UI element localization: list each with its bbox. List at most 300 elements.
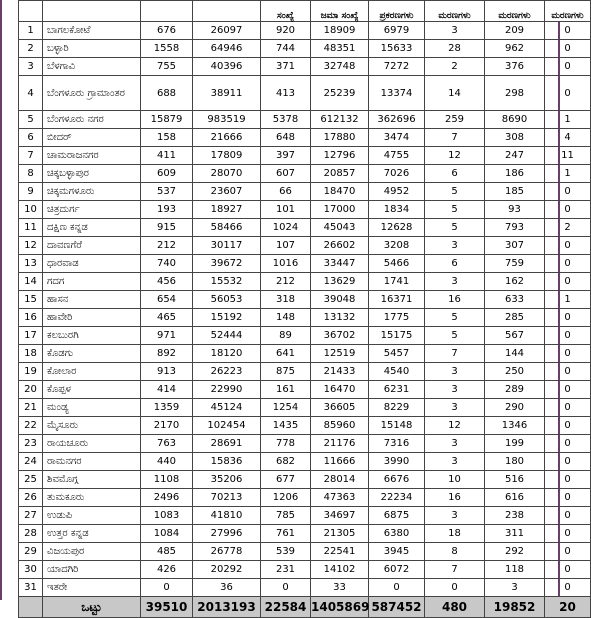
cell-name: ಬೆಂಗಳೂರು ಗ್ರಾಮಾಂತರ bbox=[43, 76, 141, 111]
cell-name: ಶಿವಮೊಗ್ಗ bbox=[43, 471, 141, 489]
cell-g: 118 bbox=[485, 561, 545, 579]
cell-a: 537 bbox=[141, 183, 193, 201]
cell-a: 654 bbox=[141, 291, 193, 309]
cell-c: 413 bbox=[261, 76, 311, 111]
cell-f: 12 bbox=[425, 417, 485, 435]
cell-b: 26223 bbox=[193, 363, 261, 381]
cell-a: 1558 bbox=[141, 40, 193, 58]
cell-e: 7316 bbox=[369, 435, 425, 453]
table-row bbox=[19, 147, 591, 165]
cell-f: 5 bbox=[425, 327, 485, 345]
cell-a: 2170 bbox=[141, 417, 193, 435]
cell-name: ವಿಜಯಪುರ bbox=[43, 543, 141, 561]
cell-b: 64946 bbox=[193, 40, 261, 58]
cell-d: 17880 bbox=[311, 129, 369, 147]
cell-a: 688 bbox=[141, 76, 193, 111]
cell-a: 212 bbox=[141, 237, 193, 255]
cell-f: 0 bbox=[425, 579, 485, 597]
table-row bbox=[19, 381, 591, 399]
table-row bbox=[19, 40, 591, 58]
cell-h: 0 bbox=[545, 543, 591, 561]
cell-f: 3 bbox=[425, 507, 485, 525]
table-row bbox=[19, 183, 591, 201]
cell-e: 13374 bbox=[369, 76, 425, 111]
cell-e: 6979 bbox=[369, 22, 425, 40]
cell-d: 26602 bbox=[311, 237, 369, 255]
cell-a: 755 bbox=[141, 58, 193, 76]
cell-sn: 7 bbox=[19, 147, 43, 165]
cell-f: 3 bbox=[425, 453, 485, 471]
cell-name: ಕೋಲಾರ bbox=[43, 363, 141, 381]
cell-f: 8 bbox=[425, 543, 485, 561]
cell-f: 3 bbox=[425, 237, 485, 255]
cell-c: 148 bbox=[261, 309, 311, 327]
cell-a: 1084 bbox=[141, 525, 193, 543]
cell-b: 40396 bbox=[193, 58, 261, 76]
table-row bbox=[19, 219, 591, 237]
cell-e: 3208 bbox=[369, 237, 425, 255]
total-h: 20 bbox=[545, 597, 591, 618]
cell-a: 411 bbox=[141, 147, 193, 165]
cell-sn: 24 bbox=[19, 453, 43, 471]
cell-a: 193 bbox=[141, 201, 193, 219]
cell-name: ಧಾರವಾಡ bbox=[43, 255, 141, 273]
cell-f: 3 bbox=[425, 381, 485, 399]
table-row bbox=[19, 489, 591, 507]
cell-d: 612132 bbox=[311, 111, 369, 129]
cell-a: 485 bbox=[141, 543, 193, 561]
cell-d: 85960 bbox=[311, 417, 369, 435]
cell-name: ಮಂಡ್ಯ bbox=[43, 399, 141, 417]
cell-h: 0 bbox=[545, 327, 591, 345]
cell-name: ರಾಯಚೂರು bbox=[43, 435, 141, 453]
cell-c: 212 bbox=[261, 273, 311, 291]
cell-g: 289 bbox=[485, 381, 545, 399]
cell-b: 20292 bbox=[193, 561, 261, 579]
cell-a: 971 bbox=[141, 327, 193, 345]
cell-f: 10 bbox=[425, 471, 485, 489]
cell-c: 107 bbox=[261, 237, 311, 255]
cell-h: 0 bbox=[545, 435, 591, 453]
cell-d: 16470 bbox=[311, 381, 369, 399]
cell-d: 21176 bbox=[311, 435, 369, 453]
cell-b: 26097 bbox=[193, 22, 261, 40]
cell-a: 763 bbox=[141, 435, 193, 453]
cell-f: 2 bbox=[425, 58, 485, 76]
cell-e: 5457 bbox=[369, 345, 425, 363]
cell-e: 1741 bbox=[369, 273, 425, 291]
cell-c: 318 bbox=[261, 291, 311, 309]
cell-e: 15148 bbox=[369, 417, 425, 435]
cell-f: 7 bbox=[425, 561, 485, 579]
cell-sn: 11 bbox=[19, 219, 43, 237]
cell-c: 682 bbox=[261, 453, 311, 471]
cell-g: 162 bbox=[485, 273, 545, 291]
cell-c: 0 bbox=[261, 579, 311, 597]
cell-e: 6875 bbox=[369, 507, 425, 525]
table-row bbox=[19, 507, 591, 525]
table-row bbox=[19, 579, 591, 597]
cell-d: 36605 bbox=[311, 399, 369, 417]
cell-d: 18470 bbox=[311, 183, 369, 201]
header-b bbox=[193, 1, 261, 22]
cell-h: 0 bbox=[545, 22, 591, 40]
cell-g: 292 bbox=[485, 543, 545, 561]
cell-h: 1 bbox=[545, 165, 591, 183]
cell-d: 12519 bbox=[311, 345, 369, 363]
cell-d: 47363 bbox=[311, 489, 369, 507]
cell-g: 285 bbox=[485, 309, 545, 327]
cell-c: 89 bbox=[261, 327, 311, 345]
cell-g: 308 bbox=[485, 129, 545, 147]
cell-sn: 14 bbox=[19, 273, 43, 291]
table-row bbox=[19, 255, 591, 273]
header-sn bbox=[19, 1, 43, 22]
cell-e: 4540 bbox=[369, 363, 425, 381]
table-row bbox=[19, 309, 591, 327]
table-body bbox=[19, 22, 591, 618]
cell-b: 22990 bbox=[193, 381, 261, 399]
cell-g: 186 bbox=[485, 165, 545, 183]
cell-h: 0 bbox=[545, 183, 591, 201]
cell-f: 14 bbox=[425, 76, 485, 111]
cell-sn: 30 bbox=[19, 561, 43, 579]
cell-h: 0 bbox=[545, 273, 591, 291]
cell-f: 3 bbox=[425, 435, 485, 453]
cell-a: 913 bbox=[141, 363, 193, 381]
table-row bbox=[19, 76, 591, 111]
cell-h: 4 bbox=[545, 129, 591, 147]
cell-b: 52444 bbox=[193, 327, 261, 345]
cell-f: 28 bbox=[425, 40, 485, 58]
cell-g: 567 bbox=[485, 327, 545, 345]
cell-f: 7 bbox=[425, 345, 485, 363]
cell-h: 0 bbox=[545, 579, 591, 597]
table-row bbox=[19, 561, 591, 579]
total-e: 587452 bbox=[369, 597, 425, 618]
cell-b: 28691 bbox=[193, 435, 261, 453]
cell-sn: 26 bbox=[19, 489, 43, 507]
cell-e: 15633 bbox=[369, 40, 425, 58]
cell-g: 962 bbox=[485, 40, 545, 58]
cell-name: ಚಾಮರಾಜನಗರ bbox=[43, 147, 141, 165]
cell-b: 17809 bbox=[193, 147, 261, 165]
cell-sn: 21 bbox=[19, 399, 43, 417]
cell-d: 13132 bbox=[311, 309, 369, 327]
cell-b: 23607 bbox=[193, 183, 261, 201]
total-row bbox=[19, 597, 591, 618]
cell-d: 13629 bbox=[311, 273, 369, 291]
cell-a: 609 bbox=[141, 165, 193, 183]
cell-c: 641 bbox=[261, 345, 311, 363]
header-name bbox=[43, 1, 141, 22]
cell-g: 290 bbox=[485, 399, 545, 417]
cell-name: ಮೈಸೂರು bbox=[43, 417, 141, 435]
cell-sn: 29 bbox=[19, 543, 43, 561]
cell-c: 744 bbox=[261, 40, 311, 58]
cell-g: 1346 bbox=[485, 417, 545, 435]
header-a bbox=[141, 1, 193, 22]
table-row bbox=[19, 273, 591, 291]
cell-f: 3 bbox=[425, 399, 485, 417]
total-f: 480 bbox=[425, 597, 485, 618]
cell-g: 376 bbox=[485, 58, 545, 76]
district-covid-table bbox=[18, 0, 591, 618]
cell-e: 8229 bbox=[369, 399, 425, 417]
cell-c: 875 bbox=[261, 363, 311, 381]
cell-e: 362696 bbox=[369, 111, 425, 129]
cell-a: 15879 bbox=[141, 111, 193, 129]
cell-h: 0 bbox=[545, 381, 591, 399]
cell-a: 414 bbox=[141, 381, 193, 399]
cell-g: 616 bbox=[485, 489, 545, 507]
cell-d: 11666 bbox=[311, 453, 369, 471]
cell-sn: 23 bbox=[19, 435, 43, 453]
cell-sn: 25 bbox=[19, 471, 43, 489]
header-h: ಮರಣಗಳು bbox=[545, 1, 591, 22]
cell-g: 238 bbox=[485, 507, 545, 525]
cell-h: 0 bbox=[545, 309, 591, 327]
table-row bbox=[19, 22, 591, 40]
cell-d: 25239 bbox=[311, 76, 369, 111]
total-b: 2013193 bbox=[193, 597, 261, 618]
table-row bbox=[19, 525, 591, 543]
cell-c: 761 bbox=[261, 525, 311, 543]
cell-g: 93 bbox=[485, 201, 545, 219]
cell-name: ಬೀದರ್ bbox=[43, 129, 141, 147]
cell-a: 1083 bbox=[141, 507, 193, 525]
cell-h: 0 bbox=[545, 561, 591, 579]
cell-e: 6676 bbox=[369, 471, 425, 489]
cell-a: 676 bbox=[141, 22, 193, 40]
cell-d: 21433 bbox=[311, 363, 369, 381]
cell-sn: 22 bbox=[19, 417, 43, 435]
cell-g: 759 bbox=[485, 255, 545, 273]
cell-c: 397 bbox=[261, 147, 311, 165]
cell-e: 6072 bbox=[369, 561, 425, 579]
cell-sn: 15 bbox=[19, 291, 43, 309]
cell-d: 12796 bbox=[311, 147, 369, 165]
cell-b: 18120 bbox=[193, 345, 261, 363]
cell-d: 21305 bbox=[311, 525, 369, 543]
cell-name: ಚಿತ್ರದುರ್ಗ bbox=[43, 201, 141, 219]
cell-a: 426 bbox=[141, 561, 193, 579]
cell-b: 21666 bbox=[193, 129, 261, 147]
cell-h: 0 bbox=[545, 40, 591, 58]
cell-a: 1359 bbox=[141, 399, 193, 417]
cell-a: 740 bbox=[141, 255, 193, 273]
cell-d: 39048 bbox=[311, 291, 369, 309]
table-row bbox=[19, 201, 591, 219]
cell-name: ದಕ್ಷಿಣ ಕನ್ನಡ bbox=[43, 219, 141, 237]
cell-c: 607 bbox=[261, 165, 311, 183]
cell-h: 0 bbox=[545, 363, 591, 381]
cell-sn: 10 bbox=[19, 201, 43, 219]
cell-g: 144 bbox=[485, 345, 545, 363]
cell-a: 158 bbox=[141, 129, 193, 147]
cell-sn: 12 bbox=[19, 237, 43, 255]
cell-a: 1108 bbox=[141, 471, 193, 489]
header-f: ಮರಣಗಳು bbox=[425, 1, 485, 22]
cell-g: 8690 bbox=[485, 111, 545, 129]
cell-h: 11 bbox=[545, 147, 591, 165]
cell-d: 45043 bbox=[311, 219, 369, 237]
cell-e: 1775 bbox=[369, 309, 425, 327]
cell-c: 1024 bbox=[261, 219, 311, 237]
cell-d: 36702 bbox=[311, 327, 369, 345]
cell-b: 18927 bbox=[193, 201, 261, 219]
table-row bbox=[19, 417, 591, 435]
table-row bbox=[19, 58, 591, 76]
cell-sn: 18 bbox=[19, 345, 43, 363]
cell-e: 12628 bbox=[369, 219, 425, 237]
cell-e: 0 bbox=[369, 579, 425, 597]
cell-name: ಬಳ್ಳಾರಿ bbox=[43, 40, 141, 58]
cell-a: 440 bbox=[141, 453, 193, 471]
cell-sn: 9 bbox=[19, 183, 43, 201]
cell-d: 48351 bbox=[311, 40, 369, 58]
cell-f: 12 bbox=[425, 147, 485, 165]
table-row bbox=[19, 291, 591, 309]
cell-f: 16 bbox=[425, 291, 485, 309]
cell-b: 58466 bbox=[193, 219, 261, 237]
cell-g: 633 bbox=[485, 291, 545, 309]
table-row bbox=[19, 327, 591, 345]
cell-b: 15532 bbox=[193, 273, 261, 291]
cell-g: 209 bbox=[485, 22, 545, 40]
cell-a: 892 bbox=[141, 345, 193, 363]
cell-h: 0 bbox=[545, 237, 591, 255]
cell-name: ಉತ್ತರ ಕನ್ನಡ bbox=[43, 525, 141, 543]
cell-c: 101 bbox=[261, 201, 311, 219]
cell-e: 4755 bbox=[369, 147, 425, 165]
cell-name: ಗದಗ bbox=[43, 273, 141, 291]
cell-c: 371 bbox=[261, 58, 311, 76]
cell-f: 5 bbox=[425, 219, 485, 237]
cell-g: 247 bbox=[485, 147, 545, 165]
cell-b: 26778 bbox=[193, 543, 261, 561]
cell-b: 983519 bbox=[193, 111, 261, 129]
cell-c: 648 bbox=[261, 129, 311, 147]
header-e: ಪ್ರಕರಣಗಳು bbox=[369, 1, 425, 22]
cell-e: 5466 bbox=[369, 255, 425, 273]
cell-a: 915 bbox=[141, 219, 193, 237]
cell-h: 2 bbox=[545, 219, 591, 237]
cell-g: 311 bbox=[485, 525, 545, 543]
cell-b: 41810 bbox=[193, 507, 261, 525]
cell-sn: 2 bbox=[19, 40, 43, 58]
cell-c: 920 bbox=[261, 22, 311, 40]
table-row bbox=[19, 345, 591, 363]
cell-f: 3 bbox=[425, 363, 485, 381]
cell-b: 56053 bbox=[193, 291, 261, 309]
cell-sn: 3 bbox=[19, 58, 43, 76]
cell-f: 16 bbox=[425, 489, 485, 507]
table-row bbox=[19, 111, 591, 129]
cell-g: 199 bbox=[485, 435, 545, 453]
cell-c: 1254 bbox=[261, 399, 311, 417]
cell-c: 5378 bbox=[261, 111, 311, 129]
cell-d: 33447 bbox=[311, 255, 369, 273]
cell-e: 4952 bbox=[369, 183, 425, 201]
cell-h: 0 bbox=[545, 399, 591, 417]
header-g: ಮರಣಗಳು bbox=[485, 1, 545, 22]
header-d: ಜಮಾ ಸಂಖ್ಯೆ bbox=[311, 1, 369, 22]
cell-c: 161 bbox=[261, 381, 311, 399]
cell-total-blank bbox=[19, 597, 43, 618]
cell-h: 0 bbox=[545, 58, 591, 76]
cell-e: 3474 bbox=[369, 129, 425, 147]
cell-d: 28014 bbox=[311, 471, 369, 489]
cell-name: ಉಡುಪಿ bbox=[43, 507, 141, 525]
cell-sn: 5 bbox=[19, 111, 43, 129]
cell-sn: 16 bbox=[19, 309, 43, 327]
cell-a: 465 bbox=[141, 309, 193, 327]
cell-name: ಚಿಕ್ಕಮಗಳೂರು bbox=[43, 183, 141, 201]
cell-name: ಕಲಬುರಗಿ bbox=[43, 327, 141, 345]
cell-c: 778 bbox=[261, 435, 311, 453]
table-row bbox=[19, 543, 591, 561]
cell-g: 3 bbox=[485, 579, 545, 597]
cell-sn: 17 bbox=[19, 327, 43, 345]
cell-f: 5 bbox=[425, 183, 485, 201]
cell-sn: 28 bbox=[19, 525, 43, 543]
table-row bbox=[19, 165, 591, 183]
cell-e: 1834 bbox=[369, 201, 425, 219]
cell-h: 1 bbox=[545, 111, 591, 129]
cell-b: 28070 bbox=[193, 165, 261, 183]
table-row bbox=[19, 435, 591, 453]
cell-h: 0 bbox=[545, 201, 591, 219]
cell-name: ತುಮಕೂರು bbox=[43, 489, 141, 507]
total-d: 1405869 bbox=[311, 597, 369, 618]
cell-name: ಬಾಗಲಕೋಟೆ bbox=[43, 22, 141, 40]
cell-e: 3945 bbox=[369, 543, 425, 561]
cell-h: 1 bbox=[545, 291, 591, 309]
table-row bbox=[19, 129, 591, 147]
cell-e: 3990 bbox=[369, 453, 425, 471]
cell-g: 185 bbox=[485, 183, 545, 201]
cell-e: 15175 bbox=[369, 327, 425, 345]
cell-g: 307 bbox=[485, 237, 545, 255]
cell-h: 0 bbox=[545, 255, 591, 273]
cell-c: 1435 bbox=[261, 417, 311, 435]
total-c: 22584 bbox=[261, 597, 311, 618]
cell-name: ಬೆಂಗಳೂರು ನಗರ bbox=[43, 111, 141, 129]
cell-f: 18 bbox=[425, 525, 485, 543]
cell-g: 793 bbox=[485, 219, 545, 237]
header-c: ಸಂಖ್ಯೆ bbox=[261, 1, 311, 22]
cell-h: 0 bbox=[545, 76, 591, 111]
cell-c: 539 bbox=[261, 543, 311, 561]
cell-h: 0 bbox=[545, 453, 591, 471]
cell-d: 18909 bbox=[311, 22, 369, 40]
cell-b: 102454 bbox=[193, 417, 261, 435]
cell-name: ದಾವಣಗೆರೆ bbox=[43, 237, 141, 255]
cell-name: ಯಾದಗಿರಿ bbox=[43, 561, 141, 579]
cell-c: 66 bbox=[261, 183, 311, 201]
cell-f: 6 bbox=[425, 255, 485, 273]
cell-f: 259 bbox=[425, 111, 485, 129]
cell-sn: 4 bbox=[19, 76, 43, 111]
cell-e: 6380 bbox=[369, 525, 425, 543]
cell-b: 27996 bbox=[193, 525, 261, 543]
cell-d: 14102 bbox=[311, 561, 369, 579]
table-header-row bbox=[19, 1, 591, 22]
cell-c: 677 bbox=[261, 471, 311, 489]
cell-sn: 13 bbox=[19, 255, 43, 273]
cell-name: ಚಿಕ್ಕಬಳ್ಳಾಪುರ bbox=[43, 165, 141, 183]
